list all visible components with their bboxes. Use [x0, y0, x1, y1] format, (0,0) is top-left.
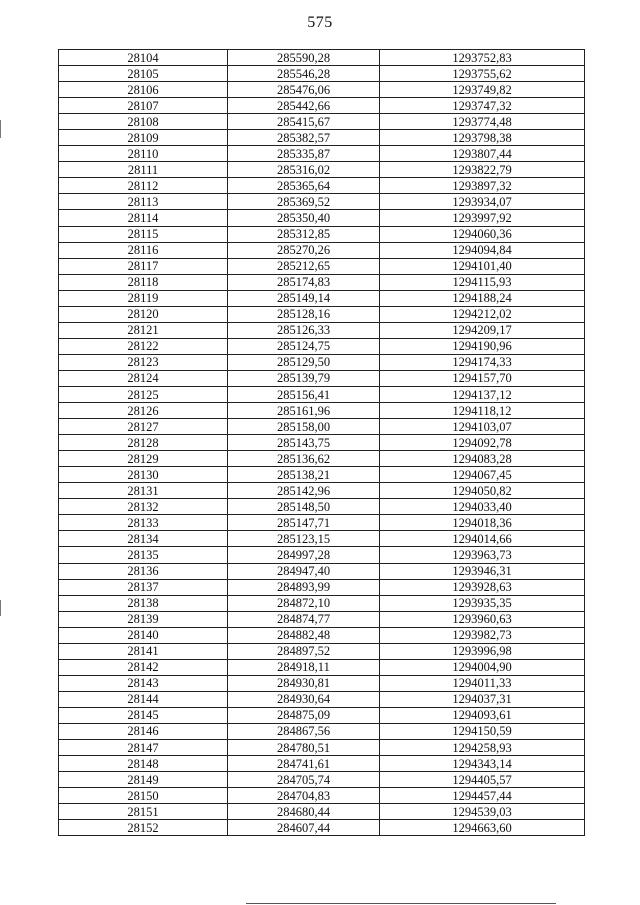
table-row — [59, 435, 585, 451]
x-coordinate-cell: 285149,14 — [228, 290, 380, 306]
x-coordinate-cell: 285312,85 — [228, 226, 380, 242]
x-coordinate-cell: 285476,06 — [228, 82, 380, 98]
y-coordinate-cell: 1293934,07 — [380, 194, 585, 210]
x-coordinate-cell: 285161,96 — [228, 403, 380, 419]
x-coordinate-cell: 284997,28 — [228, 547, 380, 563]
y-coordinate-cell: 1293798,38 — [380, 130, 585, 146]
table-row — [59, 403, 585, 419]
table-row — [59, 563, 585, 579]
y-coordinate-cell: 1294101,40 — [380, 258, 585, 274]
table-row — [59, 820, 585, 836]
table-row — [59, 643, 585, 659]
scan-margin-mark — [0, 600, 1, 616]
y-coordinate-cell: 1294212,02 — [380, 306, 585, 322]
point-number-cell: 28147 — [59, 740, 228, 756]
table-row — [59, 611, 585, 627]
x-coordinate-cell: 285442,66 — [228, 98, 380, 114]
point-number-cell: 28106 — [59, 82, 228, 98]
y-coordinate-cell: 1293755,62 — [380, 66, 585, 82]
table-row — [59, 226, 585, 242]
x-coordinate-cell: 285365,64 — [228, 178, 380, 194]
point-number-cell: 28131 — [59, 483, 228, 499]
y-coordinate-cell: 1293747,32 — [380, 98, 585, 114]
table-row — [59, 306, 585, 322]
table-row — [59, 82, 585, 98]
y-coordinate-cell: 1293749,82 — [380, 82, 585, 98]
table-row — [59, 290, 585, 306]
point-number-cell: 28111 — [59, 162, 228, 178]
point-number-cell: 28151 — [59, 804, 228, 820]
x-coordinate-cell: 285139,79 — [228, 370, 380, 386]
y-coordinate-cell: 1294190,96 — [380, 338, 585, 354]
point-number-cell: 28139 — [59, 611, 228, 627]
point-number-cell: 28142 — [59, 659, 228, 675]
y-coordinate-cell: 1293996,98 — [380, 643, 585, 659]
x-coordinate-cell: 285415,67 — [228, 114, 380, 130]
x-coordinate-cell: 284918,11 — [228, 659, 380, 675]
y-coordinate-cell: 1294258,93 — [380, 740, 585, 756]
page-number: 575 — [307, 14, 333, 31]
x-coordinate-cell: 285316,02 — [228, 162, 380, 178]
y-coordinate-cell: 1294014,66 — [380, 531, 585, 547]
table-row — [59, 194, 585, 210]
y-coordinate-cell: 1294067,45 — [380, 467, 585, 483]
point-number-cell: 28132 — [59, 499, 228, 515]
point-number-cell: 28108 — [59, 114, 228, 130]
y-coordinate-cell: 1294209,17 — [380, 322, 585, 338]
x-coordinate-cell: 284930,81 — [228, 675, 380, 691]
point-number-cell: 28140 — [59, 627, 228, 643]
y-coordinate-cell: 1293822,79 — [380, 162, 585, 178]
y-coordinate-cell: 1293997,92 — [380, 210, 585, 226]
table-row — [59, 354, 585, 370]
x-coordinate-cell: 285369,52 — [228, 194, 380, 210]
point-number-cell: 28123 — [59, 354, 228, 370]
x-coordinate-cell: 284780,51 — [228, 740, 380, 756]
point-number-cell: 28144 — [59, 691, 228, 707]
point-number-cell: 28117 — [59, 258, 228, 274]
table-row — [59, 756, 585, 772]
table-row — [59, 547, 585, 563]
y-coordinate-cell: 1294157,70 — [380, 370, 585, 386]
y-coordinate-cell: 1294094,84 — [380, 242, 585, 258]
point-number-cell: 28113 — [59, 194, 228, 210]
point-number-cell: 28141 — [59, 643, 228, 659]
point-number-cell: 28148 — [59, 756, 228, 772]
y-coordinate-cell: 1294115,93 — [380, 274, 585, 290]
table-row — [59, 691, 585, 707]
point-number-cell: 28138 — [59, 595, 228, 611]
y-coordinate-cell: 1293807,44 — [380, 146, 585, 162]
x-coordinate-cell: 285174,83 — [228, 274, 380, 290]
x-coordinate-cell: 285143,75 — [228, 435, 380, 451]
table-row — [59, 595, 585, 611]
table-row — [59, 707, 585, 723]
scan-margin-mark — [0, 120, 1, 138]
point-number-cell: 28129 — [59, 451, 228, 467]
y-coordinate-cell: 1293935,35 — [380, 595, 585, 611]
point-number-cell: 28120 — [59, 306, 228, 322]
point-number-cell: 28149 — [59, 772, 228, 788]
x-coordinate-cell: 284872,10 — [228, 595, 380, 611]
x-coordinate-cell: 285123,15 — [228, 531, 380, 547]
y-coordinate-cell: 1294343,14 — [380, 756, 585, 772]
point-number-cell: 28128 — [59, 435, 228, 451]
table-row — [59, 515, 585, 531]
x-coordinate-cell: 284704,83 — [228, 788, 380, 804]
point-number-cell: 28107 — [59, 98, 228, 114]
point-number-cell: 28119 — [59, 290, 228, 306]
x-coordinate-cell: 284930,64 — [228, 691, 380, 707]
point-number-cell: 28126 — [59, 403, 228, 419]
y-coordinate-cell: 1294188,24 — [380, 290, 585, 306]
x-coordinate-cell: 284607,44 — [228, 820, 380, 836]
point-number-cell: 28122 — [59, 338, 228, 354]
table-row — [59, 210, 585, 226]
table-row — [59, 258, 585, 274]
x-coordinate-cell: 285129,50 — [228, 354, 380, 370]
x-coordinate-cell: 284875,09 — [228, 707, 380, 723]
table-row — [59, 451, 585, 467]
table-row — [59, 274, 585, 290]
y-coordinate-cell: 1294011,33 — [380, 675, 585, 691]
y-coordinate-cell: 1293928,63 — [380, 579, 585, 595]
x-coordinate-cell: 284947,40 — [228, 563, 380, 579]
x-coordinate-cell: 285147,71 — [228, 515, 380, 531]
x-coordinate-cell: 285156,41 — [228, 386, 380, 402]
table-row — [59, 804, 585, 820]
x-coordinate-cell: 285335,87 — [228, 146, 380, 162]
bottom-rule — [246, 903, 556, 904]
table-row — [59, 675, 585, 691]
point-number-cell: 28146 — [59, 723, 228, 739]
point-number-cell: 28109 — [59, 130, 228, 146]
x-coordinate-cell: 284893,99 — [228, 579, 380, 595]
table-row — [59, 130, 585, 146]
x-coordinate-cell: 285546,28 — [228, 66, 380, 82]
y-coordinate-cell: 1294103,07 — [380, 419, 585, 435]
x-coordinate-cell: 285128,16 — [228, 306, 380, 322]
y-coordinate-cell: 1294663,60 — [380, 820, 585, 836]
point-number-cell: 28115 — [59, 226, 228, 242]
x-coordinate-cell: 284874,77 — [228, 611, 380, 627]
y-coordinate-cell: 1293897,32 — [380, 178, 585, 194]
x-coordinate-cell: 285158,00 — [228, 419, 380, 435]
point-number-cell: 28134 — [59, 531, 228, 547]
table-row — [59, 740, 585, 756]
y-coordinate-cell: 1294092,78 — [380, 435, 585, 451]
y-coordinate-cell: 1294050,82 — [380, 483, 585, 499]
point-number-cell: 28135 — [59, 547, 228, 563]
point-number-cell: 28152 — [59, 820, 228, 836]
table-row — [59, 162, 585, 178]
y-coordinate-cell: 1294118,12 — [380, 403, 585, 419]
y-coordinate-cell: 1294405,57 — [380, 772, 585, 788]
point-number-cell: 28105 — [59, 66, 228, 82]
coordinates-table-body — [59, 50, 585, 836]
table-row — [59, 370, 585, 386]
x-coordinate-cell: 285350,40 — [228, 210, 380, 226]
table-row — [59, 419, 585, 435]
x-coordinate-cell: 285138,21 — [228, 467, 380, 483]
table-row — [59, 50, 585, 66]
point-number-cell: 28118 — [59, 274, 228, 290]
table-row — [59, 66, 585, 82]
y-coordinate-cell: 1294137,12 — [380, 386, 585, 402]
x-coordinate-cell: 285212,65 — [228, 258, 380, 274]
y-coordinate-cell: 1294004,90 — [380, 659, 585, 675]
x-coordinate-cell: 284741,61 — [228, 756, 380, 772]
y-coordinate-cell: 1293946,31 — [380, 563, 585, 579]
point-number-cell: 28143 — [59, 675, 228, 691]
point-number-cell: 28124 — [59, 370, 228, 386]
table-row — [59, 531, 585, 547]
y-coordinate-cell: 1293982,73 — [380, 627, 585, 643]
x-coordinate-cell: 284882,48 — [228, 627, 380, 643]
point-number-cell: 28130 — [59, 467, 228, 483]
x-coordinate-cell: 284705,74 — [228, 772, 380, 788]
x-coordinate-cell: 284680,44 — [228, 804, 380, 820]
x-coordinate-cell: 284867,56 — [228, 723, 380, 739]
x-coordinate-cell: 285382,57 — [228, 130, 380, 146]
table-row — [59, 338, 585, 354]
coordinates-table — [58, 49, 585, 836]
y-coordinate-cell: 1294060,36 — [380, 226, 585, 242]
x-coordinate-cell: 285590,28 — [228, 50, 380, 66]
x-coordinate-cell: 285126,33 — [228, 322, 380, 338]
table-row — [59, 579, 585, 595]
point-number-cell: 28121 — [59, 322, 228, 338]
point-number-cell: 28127 — [59, 419, 228, 435]
y-coordinate-cell: 1294018,36 — [380, 515, 585, 531]
table-row — [59, 467, 585, 483]
x-coordinate-cell: 285148,50 — [228, 499, 380, 515]
x-coordinate-cell: 285136,62 — [228, 451, 380, 467]
y-coordinate-cell: 1293774,48 — [380, 114, 585, 130]
table-row — [59, 146, 585, 162]
y-coordinate-cell: 1294093,61 — [380, 707, 585, 723]
point-number-cell: 28114 — [59, 210, 228, 226]
y-coordinate-cell: 1294150,59 — [380, 723, 585, 739]
table-row — [59, 178, 585, 194]
y-coordinate-cell: 1294539,03 — [380, 804, 585, 820]
table-row — [59, 788, 585, 804]
y-coordinate-cell: 1293960,63 — [380, 611, 585, 627]
table-row — [59, 659, 585, 675]
x-coordinate-cell: 285142,96 — [228, 483, 380, 499]
x-coordinate-cell: 285124,75 — [228, 338, 380, 354]
y-coordinate-cell: 1293963,73 — [380, 547, 585, 563]
point-number-cell: 28133 — [59, 515, 228, 531]
y-coordinate-cell: 1294174,33 — [380, 354, 585, 370]
point-number-cell: 28104 — [59, 50, 228, 66]
table-row — [59, 627, 585, 643]
x-coordinate-cell: 285270,26 — [228, 242, 380, 258]
x-coordinate-cell: 284897,52 — [228, 643, 380, 659]
point-number-cell: 28150 — [59, 788, 228, 804]
point-number-cell: 28110 — [59, 146, 228, 162]
table-row — [59, 114, 585, 130]
table-row — [59, 483, 585, 499]
table-row — [59, 386, 585, 402]
table-row — [59, 98, 585, 114]
table-row — [59, 322, 585, 338]
y-coordinate-cell: 1294083,28 — [380, 451, 585, 467]
point-number-cell: 28137 — [59, 579, 228, 595]
table-row — [59, 499, 585, 515]
table-row — [59, 723, 585, 739]
y-coordinate-cell: 1294033,40 — [380, 499, 585, 515]
point-number-cell: 28112 — [59, 178, 228, 194]
point-number-cell: 28125 — [59, 386, 228, 402]
table-row — [59, 772, 585, 788]
point-number-cell: 28116 — [59, 242, 228, 258]
y-coordinate-cell: 1294037,31 — [380, 691, 585, 707]
table-row — [59, 242, 585, 258]
point-number-cell: 28136 — [59, 563, 228, 579]
y-coordinate-cell: 1293752,83 — [380, 50, 585, 66]
y-coordinate-cell: 1294457,44 — [380, 788, 585, 804]
point-number-cell: 28145 — [59, 707, 228, 723]
